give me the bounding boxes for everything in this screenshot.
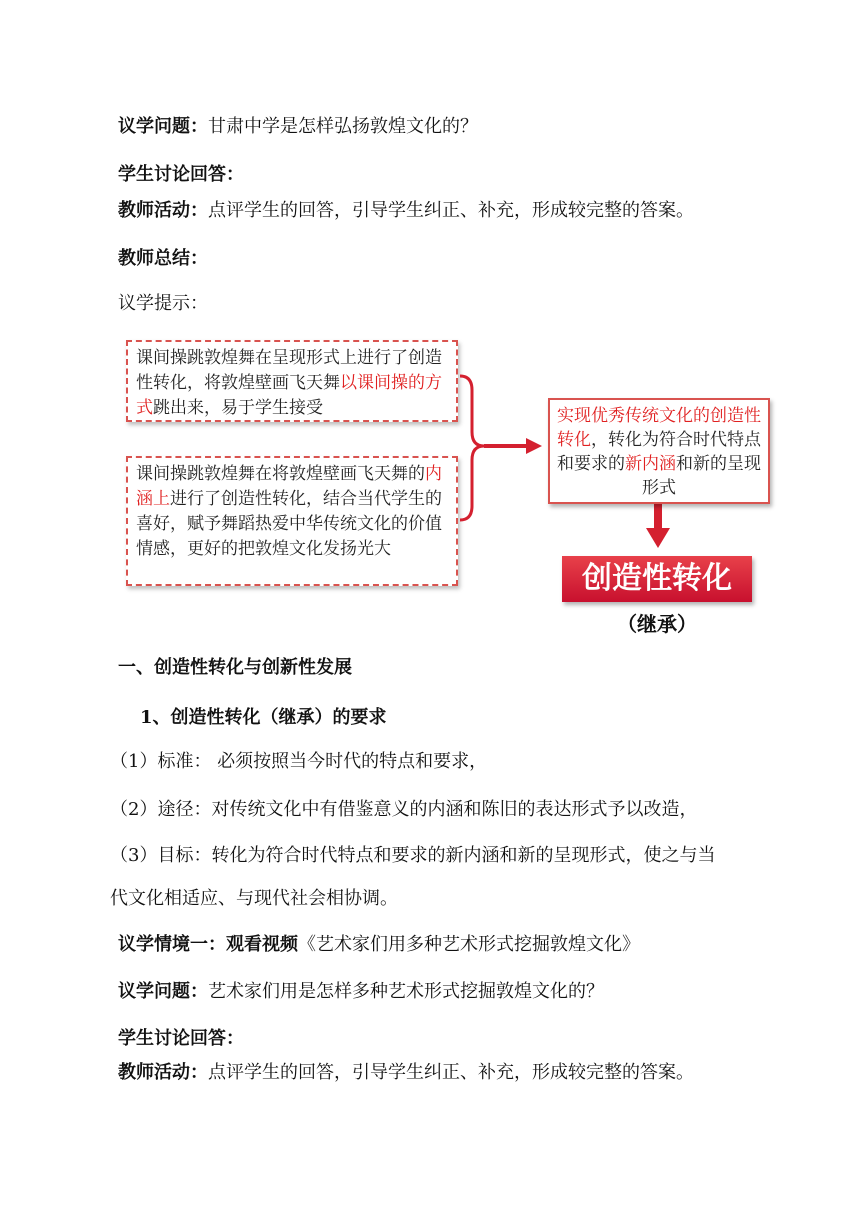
scene-question-label: 议学问题： xyxy=(118,981,208,1002)
inheritance-caption: （继承） xyxy=(617,612,697,636)
scene-line xyxy=(118,932,640,958)
question-label: 议学问题： xyxy=(118,116,208,137)
teacher-activity-text: 点评学生的回答，引导学生纠正、补充，形成较完整的答案。 xyxy=(208,200,694,221)
scene-label: 议学情境一： xyxy=(118,934,226,955)
creative-transformation-banner: 创造性转化 xyxy=(562,556,752,602)
arrow-down-head xyxy=(646,528,670,548)
diagram-result-box xyxy=(548,398,770,504)
arrow-right-head xyxy=(526,438,542,454)
box-form-text: 课间操跳敦煌舞在呈现形式上进行了创造性转化，将敦煌壁画飞天舞 xyxy=(136,348,442,393)
box-content-text-end: 进行了创造性转化，结合当代学生的喜好，赋予舞蹈热爱中华传统文化的价值情感，更好的把敦煌文化发扬光大 xyxy=(136,489,442,559)
teacher-summary-label: 教师总结： xyxy=(118,248,208,269)
box-content-highlight: 内涵上 xyxy=(136,464,442,509)
question-line xyxy=(118,114,478,140)
diagram-box-form xyxy=(126,340,458,422)
brace-shape xyxy=(460,376,484,520)
result-text-end: 和新的呈现形式 xyxy=(642,454,761,498)
requirement-item-3-cont: 代文化相适应、与现代社会相协调。 xyxy=(110,888,398,909)
scene-question-line xyxy=(118,979,604,1005)
question-text: 甘肃中学是怎样弘扬敦煌文化的？ xyxy=(208,116,478,137)
result-text: ，转化为符合时代特点和要求的 xyxy=(557,430,761,474)
requirement-item-1: （1）标准： 必须按照当今时代的特点和要求， xyxy=(110,751,488,772)
box-content-text: 课间操跳敦煌舞在将敦煌壁画飞天舞的 xyxy=(136,464,425,484)
teacher-activity-line xyxy=(118,198,694,224)
requirement-item-2: （2）途径：对传统文化中有借鉴意义的内涵和陈旧的表达形式予以改造， xyxy=(110,799,698,820)
arrow-down-line xyxy=(654,504,662,530)
scene-label-2: 观看视频 xyxy=(226,934,298,955)
discuss-label: 学生讨论回答： xyxy=(118,164,244,185)
scene-teacher-label: 教师活动： xyxy=(118,1062,208,1083)
teacher-activity-label: 教师活动： xyxy=(118,200,208,221)
box-form-highlight: 以课间操的方式 xyxy=(136,373,442,418)
sub-heading: 1、创造性转化（继承）的要求 xyxy=(140,707,387,728)
hint-label: 议学提示： xyxy=(118,293,208,314)
scene-title: 《艺术家们用多种艺术形式挖掘敦煌文化》 xyxy=(298,934,640,955)
scene-teacher-line xyxy=(118,1060,694,1086)
scene-question-text: 艺术家们用是怎样多种艺术形式挖掘敦煌文化的？ xyxy=(208,981,604,1002)
section-heading: 一、创造性转化与创新性发展 xyxy=(118,657,352,678)
result-highlight: 实现优秀传统文化的创造性转化 xyxy=(557,406,761,450)
requirement-item-3: （3）目标：转化为符合时代特点和要求的新内涵和新的呈现形式，使之与当 xyxy=(110,845,716,866)
scene-discuss-label: 学生讨论回答： xyxy=(118,1028,244,1049)
concept-diagram xyxy=(118,336,778,638)
diagram-box-content xyxy=(126,456,458,586)
box-form-text-end: 跳出来，易于学生接受 xyxy=(153,398,323,418)
scene-teacher-text: 点评学生的回答，引导学生纠正、补充，形成较完整的答案。 xyxy=(208,1062,694,1083)
result-highlight-2: 新内涵 xyxy=(625,454,676,474)
